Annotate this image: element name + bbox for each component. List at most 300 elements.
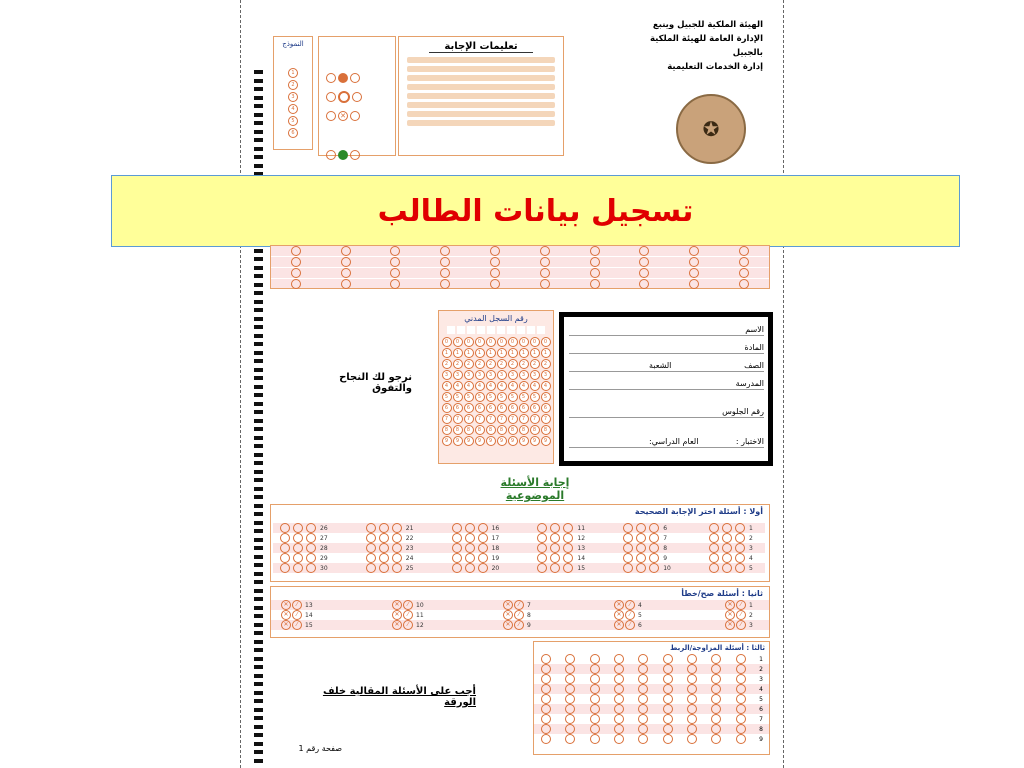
question-number: 14 bbox=[305, 611, 313, 619]
civil-id-digit-bubble[interactable]: 1 bbox=[453, 348, 463, 358]
matching-bubble[interactable] bbox=[711, 704, 721, 714]
mcq-option-bubble[interactable] bbox=[735, 563, 745, 573]
matching-bubble[interactable] bbox=[614, 684, 624, 694]
answer-bubble[interactable] bbox=[590, 257, 600, 267]
civil-id-digit-bubble[interactable]: 6 bbox=[453, 403, 463, 413]
civil-id-digit-bubble[interactable]: 8 bbox=[541, 425, 551, 435]
matching-bubble[interactable] bbox=[565, 734, 575, 744]
civil-id-digit-bubble[interactable]: 8 bbox=[519, 425, 529, 435]
civil-id-digit-bubble[interactable]: 5 bbox=[453, 392, 463, 402]
answer-bubble[interactable] bbox=[590, 246, 600, 256]
civil-id-digit-bubble[interactable]: 1 bbox=[475, 348, 485, 358]
question-number: 8 bbox=[759, 725, 763, 733]
false-bubble[interactable]: ✕ bbox=[281, 620, 291, 630]
answer-bubble[interactable] bbox=[390, 268, 400, 278]
answer-bubble[interactable] bbox=[739, 279, 749, 289]
true-bubble[interactable]: ⁄ bbox=[736, 600, 746, 610]
civil-id-digit-bubble[interactable]: 2 bbox=[475, 359, 485, 369]
matching-bubble[interactable] bbox=[736, 734, 746, 744]
civil-id-digit-bubble[interactable]: 2 bbox=[530, 359, 540, 369]
civil-id-digit-bubble[interactable]: 1 bbox=[519, 348, 529, 358]
false-bubble[interactable]: ✕ bbox=[614, 620, 624, 630]
matching-bubble[interactable] bbox=[711, 734, 721, 744]
matching-bubble[interactable] bbox=[638, 684, 648, 694]
answer-bubble[interactable] bbox=[639, 246, 649, 256]
civil-id-digit-bubble[interactable]: 8 bbox=[497, 425, 507, 435]
matching-bubble[interactable] bbox=[590, 694, 600, 704]
answer-bubble[interactable] bbox=[440, 268, 450, 278]
answer-bubble[interactable] bbox=[739, 268, 749, 278]
civil-id-digit-bubble[interactable]: 9 bbox=[464, 436, 474, 446]
mcq-option-bubble[interactable] bbox=[550, 563, 560, 573]
answer-bubble[interactable] bbox=[291, 246, 301, 256]
civil-id-digit-bubble[interactable]: 1 bbox=[508, 348, 518, 358]
matching-bubble[interactable] bbox=[565, 684, 575, 694]
matching-bubble[interactable] bbox=[736, 654, 746, 664]
civil-id-digit-bubble[interactable]: 8 bbox=[453, 425, 463, 435]
matching-bubble[interactable] bbox=[638, 714, 648, 724]
matching-bubble[interactable] bbox=[687, 724, 697, 734]
matching-bubble[interactable] bbox=[590, 724, 600, 734]
timing-mark bbox=[254, 742, 263, 746]
civil-id-digit-bubble[interactable]: 4 bbox=[541, 381, 551, 391]
civil-id-digit-bubble[interactable]: 3 bbox=[453, 370, 463, 380]
civil-id-digit-bubble[interactable]: 2 bbox=[519, 359, 529, 369]
answer-bubble[interactable] bbox=[291, 257, 301, 267]
answer-bubble[interactable] bbox=[689, 257, 699, 267]
true-bubble[interactable]: ⁄ bbox=[403, 620, 413, 630]
matching-bubble[interactable] bbox=[638, 654, 648, 664]
civil-id-digit-bubble[interactable]: 9 bbox=[508, 436, 518, 446]
civil-id-digit-bubble[interactable]: 5 bbox=[486, 392, 496, 402]
false-bubble[interactable]: ✕ bbox=[614, 610, 624, 620]
civil-id-digit-bubble[interactable]: 3 bbox=[442, 370, 452, 380]
civil-id-digit-bubble[interactable]: 9 bbox=[530, 436, 540, 446]
false-bubble[interactable]: ✕ bbox=[392, 620, 402, 630]
mcq-option-bubble[interactable] bbox=[649, 563, 659, 573]
timing-mark bbox=[254, 104, 263, 108]
timing-mark bbox=[254, 79, 263, 83]
civil-id-digit-bubble[interactable]: 1 bbox=[464, 348, 474, 358]
mcq-option-bubble[interactable] bbox=[293, 563, 303, 573]
matching-bubble[interactable] bbox=[711, 674, 721, 684]
false-bubble[interactable]: ✕ bbox=[725, 620, 735, 630]
civil-id-digit-bubble[interactable]: 4 bbox=[519, 381, 529, 391]
matching-bubble[interactable] bbox=[590, 714, 600, 724]
civil-id-digit-bubble[interactable]: 7 bbox=[541, 414, 551, 424]
answer-bubble[interactable] bbox=[540, 268, 550, 278]
academic-year-label: العام الدراسي: bbox=[649, 437, 699, 446]
answer-bubble[interactable] bbox=[639, 257, 649, 267]
mcq-option-bubble[interactable] bbox=[709, 563, 719, 573]
civil-id-digit-bubble[interactable]: 0 bbox=[464, 337, 474, 347]
answer-bubble[interactable] bbox=[440, 279, 450, 289]
answer-bubble[interactable] bbox=[490, 279, 500, 289]
civil-id-digit-bubble[interactable]: 6 bbox=[519, 403, 529, 413]
true-bubble[interactable]: ⁄ bbox=[292, 600, 302, 610]
answer-bubble[interactable] bbox=[689, 279, 699, 289]
mcq-option-bubble[interactable] bbox=[306, 563, 316, 573]
mcq-option-bubble[interactable] bbox=[465, 563, 475, 573]
model-option-2[interactable]: 2 bbox=[288, 80, 298, 90]
civil-id-digit-bubble[interactable]: 6 bbox=[475, 403, 485, 413]
matching-bubble[interactable] bbox=[565, 664, 575, 674]
civil-id-digit-bubble[interactable]: 7 bbox=[519, 414, 529, 424]
mcq-option-bubble[interactable] bbox=[379, 563, 389, 573]
matching-bubble[interactable] bbox=[736, 684, 746, 694]
matching-bubble[interactable] bbox=[638, 664, 648, 674]
matching-bubble[interactable] bbox=[541, 724, 551, 734]
answer-bubble[interactable] bbox=[540, 246, 550, 256]
matching-bubble[interactable] bbox=[541, 684, 551, 694]
false-bubble[interactable]: ✕ bbox=[392, 600, 402, 610]
mcq-option-bubble[interactable] bbox=[280, 563, 290, 573]
mcq-question-10 bbox=[622, 562, 673, 574]
true-bubble[interactable]: ⁄ bbox=[292, 610, 302, 620]
matching-bubble[interactable] bbox=[736, 694, 746, 704]
civil-id-digit-bubble[interactable]: 0 bbox=[508, 337, 518, 347]
civil-id-digit-bubble[interactable]: 8 bbox=[475, 425, 485, 435]
civil-id-digit-bubble[interactable]: 2 bbox=[442, 359, 452, 369]
matching-bubble[interactable] bbox=[614, 704, 624, 714]
answer-bubble[interactable] bbox=[689, 268, 699, 278]
matching-bubble[interactable] bbox=[736, 714, 746, 724]
matching-bubble[interactable] bbox=[614, 724, 624, 734]
true-bubble[interactable]: ⁄ bbox=[625, 600, 635, 610]
civil-id-digit-bubble[interactable]: 1 bbox=[541, 348, 551, 358]
civil-id-digit-bubble[interactable]: 3 bbox=[519, 370, 529, 380]
true-bubble[interactable]: ⁄ bbox=[292, 620, 302, 630]
model-option-1[interactable]: 1 bbox=[288, 68, 298, 78]
question-number: 2 bbox=[748, 534, 753, 542]
timing-mark bbox=[254, 589, 263, 593]
mcq-option-bubble[interactable] bbox=[636, 563, 646, 573]
mcq-option-bubble[interactable] bbox=[563, 563, 573, 573]
matching-bubble[interactable] bbox=[541, 664, 551, 674]
civil-id-digit-bubble[interactable]: 8 bbox=[486, 425, 496, 435]
matching-bubble[interactable] bbox=[614, 664, 624, 674]
matching-bubble[interactable] bbox=[687, 714, 697, 724]
false-bubble[interactable]: ✕ bbox=[281, 610, 291, 620]
civil-id-digit-bubble[interactable]: 3 bbox=[464, 370, 474, 380]
question-number: 15 bbox=[305, 621, 313, 629]
matching-bubble[interactable] bbox=[638, 724, 648, 734]
false-bubble[interactable]: ✕ bbox=[725, 600, 735, 610]
answer-bubble[interactable] bbox=[590, 268, 600, 278]
civil-id-digit-bubble[interactable]: 4 bbox=[486, 381, 496, 391]
civil-id-digit-bubble[interactable]: 5 bbox=[530, 392, 540, 402]
timing-mark bbox=[254, 351, 263, 355]
civil-id-digit-bubble[interactable]: 7 bbox=[453, 414, 463, 424]
false-bubble[interactable]: ✕ bbox=[614, 600, 624, 610]
model-option-6[interactable]: 6 bbox=[288, 128, 298, 138]
civil-id-digit-bubble[interactable]: 3 bbox=[475, 370, 485, 380]
civil-id-digit-bubble[interactable]: 5 bbox=[464, 392, 474, 402]
matching-bubble[interactable] bbox=[590, 664, 600, 674]
civil-id-digit-bubble[interactable]: 4 bbox=[442, 381, 452, 391]
matching-bubble[interactable] bbox=[541, 694, 551, 704]
civil-id-digit-bubble[interactable]: 6 bbox=[508, 403, 518, 413]
matching-bubble[interactable] bbox=[638, 734, 648, 744]
mcq-option-bubble[interactable] bbox=[478, 563, 488, 573]
matching-bubble[interactable] bbox=[638, 674, 648, 684]
true-bubble[interactable]: ⁄ bbox=[403, 610, 413, 620]
civil-id-digit-bubble[interactable]: 4 bbox=[475, 381, 485, 391]
answer-bubble[interactable] bbox=[590, 279, 600, 289]
matching-bubble[interactable] bbox=[736, 724, 746, 734]
matching-bubble[interactable] bbox=[590, 674, 600, 684]
matching-bubble[interactable] bbox=[687, 704, 697, 714]
civil-id-digit-bubble[interactable]: 0 bbox=[530, 337, 540, 347]
matching-bubble[interactable] bbox=[663, 714, 673, 724]
answer-bubble[interactable] bbox=[291, 268, 301, 278]
matching-bubble[interactable] bbox=[663, 704, 673, 714]
answer-bubble[interactable] bbox=[490, 268, 500, 278]
answer-bubble[interactable] bbox=[291, 279, 301, 289]
matching-bubble[interactable] bbox=[736, 674, 746, 684]
model-option-3[interactable]: 3 bbox=[288, 92, 298, 102]
civil-id-digit-bubble[interactable]: 1 bbox=[486, 348, 496, 358]
civil-id-digit-bubble[interactable]: 8 bbox=[508, 425, 518, 435]
mcq-option-bubble[interactable] bbox=[623, 563, 633, 573]
matching-bubble[interactable] bbox=[565, 694, 575, 704]
matching-bubble[interactable] bbox=[541, 704, 551, 714]
matching-bubble[interactable] bbox=[687, 664, 697, 674]
timing-mark bbox=[254, 699, 263, 703]
civil-id-digit-bubble[interactable]: 7 bbox=[486, 414, 496, 424]
answer-bubble[interactable] bbox=[639, 268, 649, 278]
mcq-option-bubble[interactable] bbox=[452, 563, 462, 573]
matching-bubble[interactable] bbox=[541, 734, 551, 744]
civil-id-digit-bubble[interactable]: 1 bbox=[442, 348, 452, 358]
false-bubble[interactable]: ✕ bbox=[503, 620, 513, 630]
true-bubble[interactable]: ⁄ bbox=[736, 610, 746, 620]
civil-id-digit-bubble[interactable]: 3 bbox=[497, 370, 507, 380]
civil-id-digit-bubble[interactable]: 5 bbox=[541, 392, 551, 402]
true-bubble[interactable]: ⁄ bbox=[625, 610, 635, 620]
answer-bubble[interactable] bbox=[689, 246, 699, 256]
civil-id-digit-bubble[interactable]: 6 bbox=[442, 403, 452, 413]
true-false-section bbox=[270, 586, 770, 638]
civil-id-digit-bubble[interactable]: 1 bbox=[497, 348, 507, 358]
matching-bubble[interactable] bbox=[638, 704, 648, 714]
civil-id-digit-bubble[interactable]: 4 bbox=[464, 381, 474, 391]
answer-bubble[interactable] bbox=[639, 279, 649, 289]
civil-id-digit-bubble[interactable]: 6 bbox=[486, 403, 496, 413]
false-bubble[interactable]: ✕ bbox=[503, 600, 513, 610]
true-bubble[interactable]: ⁄ bbox=[514, 600, 524, 610]
false-bubble[interactable]: ✕ bbox=[392, 610, 402, 620]
civil-id-digit-bubble[interactable]: 4 bbox=[497, 381, 507, 391]
matching-bubble[interactable] bbox=[565, 674, 575, 684]
timing-mark bbox=[254, 640, 263, 644]
true-bubble[interactable]: ⁄ bbox=[736, 620, 746, 630]
civil-id-digit-bubble[interactable]: 2 bbox=[508, 359, 518, 369]
matching-bubble[interactable] bbox=[736, 704, 746, 714]
civil-id-digit-bubble[interactable]: 9 bbox=[453, 436, 463, 446]
civil-id-digit-bubble[interactable]: 7 bbox=[442, 414, 452, 424]
civil-id-digit-bubble[interactable]: 4 bbox=[453, 381, 463, 391]
mcq-option-bubble[interactable] bbox=[366, 563, 376, 573]
civil-id-digit-bubble[interactable]: 0 bbox=[486, 337, 496, 347]
model-title: النموذج bbox=[282, 40, 304, 48]
matching-bubble[interactable] bbox=[711, 714, 721, 724]
answer-bubble[interactable] bbox=[490, 246, 500, 256]
matching-bubble[interactable] bbox=[663, 694, 673, 704]
civil-id-digit-bubble[interactable]: 7 bbox=[508, 414, 518, 424]
civil-id-digit-bubble[interactable]: 6 bbox=[530, 403, 540, 413]
matching-bubble[interactable] bbox=[614, 694, 624, 704]
civil-id-digit-bubble[interactable]: 0 bbox=[442, 337, 452, 347]
civil-id-digit-bubble[interactable]: 7 bbox=[530, 414, 540, 424]
false-bubble[interactable]: ✕ bbox=[281, 600, 291, 610]
civil-id-digit-bubble[interactable]: 2 bbox=[486, 359, 496, 369]
matching-bubble[interactable] bbox=[711, 654, 721, 664]
civil-id-digit-bubble[interactable]: 1 bbox=[530, 348, 540, 358]
tf-question-14 bbox=[281, 610, 315, 620]
answer-bubble[interactable] bbox=[739, 257, 749, 267]
shading-example-box: ✕ bbox=[318, 36, 396, 156]
true-bubble[interactable]: ⁄ bbox=[514, 610, 524, 620]
matching-bubble[interactable] bbox=[614, 734, 624, 744]
matching-bubble[interactable] bbox=[565, 724, 575, 734]
matching-bubble[interactable] bbox=[614, 714, 624, 724]
civil-id-digit-bubble[interactable]: 2 bbox=[541, 359, 551, 369]
matching-bubble[interactable] bbox=[687, 654, 697, 664]
matching-bubble[interactable] bbox=[565, 714, 575, 724]
civil-id-digit-bubble[interactable]: 0 bbox=[475, 337, 485, 347]
civil-id-digit-bubble[interactable]: 8 bbox=[464, 425, 474, 435]
answer-bubble[interactable] bbox=[341, 268, 351, 278]
answer-bubble[interactable] bbox=[390, 257, 400, 267]
timing-mark bbox=[254, 597, 263, 601]
matching-bubble[interactable] bbox=[663, 734, 673, 744]
matching-bubble[interactable] bbox=[565, 654, 575, 664]
matching-bubble[interactable] bbox=[736, 664, 746, 674]
matching-bubble[interactable] bbox=[590, 654, 600, 664]
civil-id-digit-bubble[interactable]: 5 bbox=[475, 392, 485, 402]
answer-bubble[interactable] bbox=[390, 279, 400, 289]
civil-id-digit-bubble[interactable]: 8 bbox=[530, 425, 540, 435]
true-bubble[interactable]: ⁄ bbox=[403, 600, 413, 610]
civil-id-digit-bubble[interactable]: 9 bbox=[541, 436, 551, 446]
civil-id-digit-bubble[interactable]: 2 bbox=[453, 359, 463, 369]
mcq-option-bubble[interactable] bbox=[722, 563, 732, 573]
civil-id-digit-bubble[interactable]: 2 bbox=[464, 359, 474, 369]
timing-mark bbox=[254, 325, 263, 329]
civil-id-digit-bubble[interactable]: 5 bbox=[442, 392, 452, 402]
civil-id-digit-bubble[interactable]: 7 bbox=[475, 414, 485, 424]
true-bubble[interactable]: ⁄ bbox=[514, 620, 524, 630]
matching-bubble[interactable] bbox=[590, 734, 600, 744]
matching-bubble[interactable] bbox=[687, 674, 697, 684]
model-option-5[interactable]: 5 bbox=[288, 116, 298, 126]
matching-bubble[interactable] bbox=[663, 684, 673, 694]
matching-bubble[interactable] bbox=[638, 694, 648, 704]
matching-bubble[interactable] bbox=[687, 694, 697, 704]
civil-id-digit-bubble[interactable]: 7 bbox=[464, 414, 474, 424]
timing-mark bbox=[254, 334, 263, 338]
civil-id-digit-bubble[interactable]: 4 bbox=[508, 381, 518, 391]
matching-bubble[interactable] bbox=[663, 664, 673, 674]
civil-id-digit-bubble[interactable]: 4 bbox=[530, 381, 540, 391]
civil-id-digit-bubble[interactable]: 9 bbox=[519, 436, 529, 446]
seat-number-label: رقم الجلوس bbox=[722, 407, 764, 416]
matching-bubble[interactable] bbox=[711, 694, 721, 704]
civil-id-digit-bubble[interactable]: 9 bbox=[486, 436, 496, 446]
answer-bubble[interactable] bbox=[341, 257, 351, 267]
civil-id-digit-bubble[interactable]: 5 bbox=[508, 392, 518, 402]
matching-bubble[interactable] bbox=[541, 714, 551, 724]
matching-bubble[interactable] bbox=[663, 674, 673, 684]
tf-question-8 bbox=[503, 610, 537, 620]
matching-bubble[interactable] bbox=[663, 654, 673, 664]
matching-bubble[interactable] bbox=[687, 684, 697, 694]
civil-id-digit-bubble[interactable]: 3 bbox=[486, 370, 496, 380]
civil-id-digit-bubble[interactable]: 5 bbox=[519, 392, 529, 402]
civil-id-digit-bubble[interactable]: 9 bbox=[497, 436, 507, 446]
question-number: 20 bbox=[491, 564, 500, 572]
answer-bubble[interactable] bbox=[341, 246, 351, 256]
answer-bubble[interactable] bbox=[490, 257, 500, 267]
civil-id-digit-bubble[interactable]: 6 bbox=[497, 403, 507, 413]
answer-bubble[interactable] bbox=[440, 257, 450, 267]
model-option-4[interactable]: 4 bbox=[288, 104, 298, 114]
answer-bubble[interactable] bbox=[540, 279, 550, 289]
false-bubble[interactable]: ✕ bbox=[725, 610, 735, 620]
civil-id-digit-bubble[interactable]: 3 bbox=[508, 370, 518, 380]
true-bubble[interactable]: ⁄ bbox=[625, 620, 635, 630]
matching-bubble[interactable] bbox=[663, 724, 673, 734]
civil-id-digit-bubble[interactable]: 8 bbox=[442, 425, 452, 435]
answer-bubble[interactable] bbox=[390, 246, 400, 256]
matching-bubble[interactable] bbox=[614, 654, 624, 664]
answer-bubble[interactable] bbox=[540, 257, 550, 267]
civil-id-digit-bubble[interactable]: 6 bbox=[541, 403, 551, 413]
civil-id-digit-bubble[interactable]: 9 bbox=[442, 436, 452, 446]
matching-bubble[interactable] bbox=[590, 704, 600, 714]
matching-bubble[interactable] bbox=[590, 684, 600, 694]
matching-bubble[interactable] bbox=[711, 684, 721, 694]
matching-bubble[interactable] bbox=[711, 664, 721, 674]
civil-id-digit-bubble[interactable]: 9 bbox=[475, 436, 485, 446]
mcq-option-bubble[interactable] bbox=[392, 563, 402, 573]
civil-id-digit-bubble[interactable]: 0 bbox=[497, 337, 507, 347]
answer-bubble[interactable] bbox=[341, 279, 351, 289]
answer-bubble[interactable] bbox=[440, 246, 450, 256]
matching-bubble[interactable] bbox=[541, 674, 551, 684]
question-number: 12 bbox=[416, 621, 424, 629]
civil-id-digit-bubble[interactable]: 0 bbox=[541, 337, 551, 347]
matching-bubble[interactable] bbox=[711, 724, 721, 734]
civil-id-digit-bubble[interactable]: 2 bbox=[497, 359, 507, 369]
matching-bubble[interactable] bbox=[565, 704, 575, 714]
civil-id-digit-bubble[interactable]: 6 bbox=[464, 403, 474, 413]
matching-bubble[interactable] bbox=[687, 734, 697, 744]
civil-id-digit-bubble[interactable]: 0 bbox=[519, 337, 529, 347]
answer-bubble[interactable] bbox=[739, 246, 749, 256]
civil-id-digit-bubble[interactable]: 5 bbox=[497, 392, 507, 402]
false-bubble[interactable]: ✕ bbox=[503, 610, 513, 620]
civil-id-digit-bubble[interactable]: 7 bbox=[497, 414, 507, 424]
matching-bubble[interactable] bbox=[541, 654, 551, 664]
matching-bubble[interactable] bbox=[614, 674, 624, 684]
civil-id-digit-bubble[interactable]: 3 bbox=[530, 370, 540, 380]
civil-id-digit-bubble[interactable]: 3 bbox=[541, 370, 551, 380]
mcq-option-bubble[interactable] bbox=[537, 563, 547, 573]
civil-id-digit-bubble[interactable]: 0 bbox=[453, 337, 463, 347]
tf-question-11 bbox=[392, 610, 426, 620]
